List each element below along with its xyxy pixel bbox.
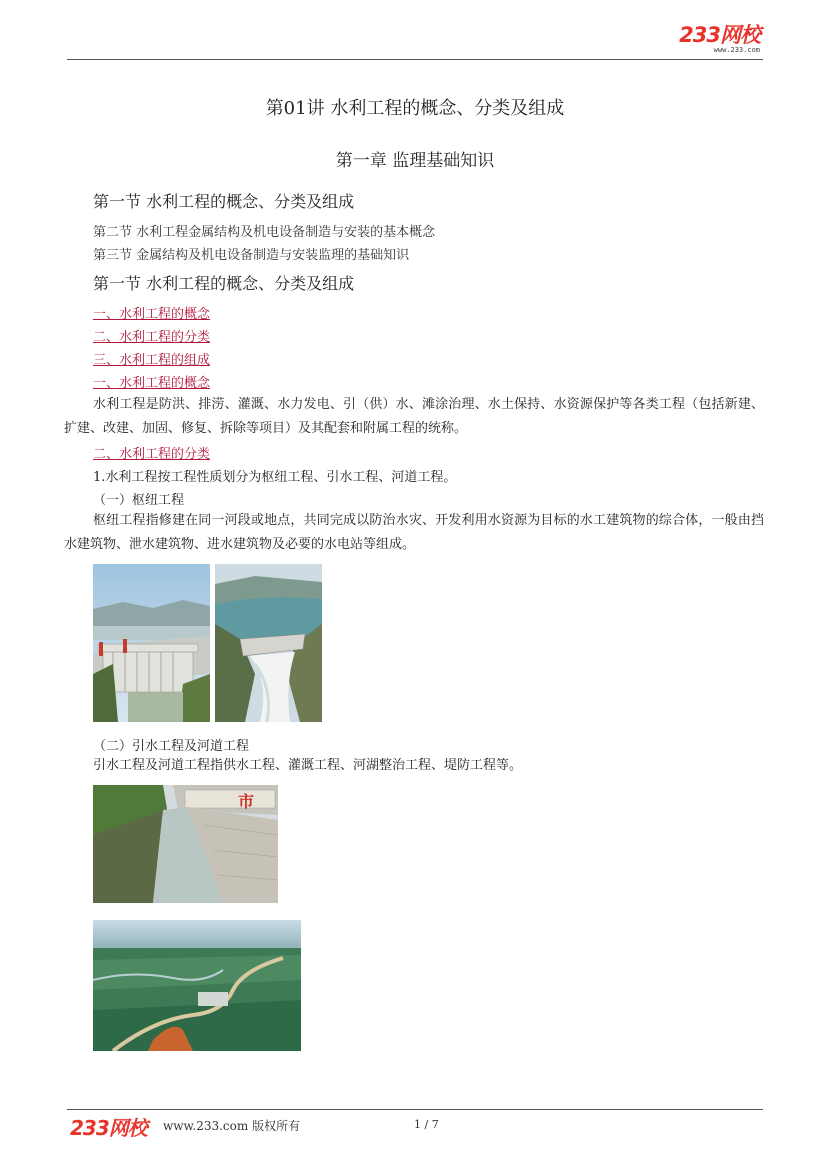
footer-copyright[interactable]: www.233.com 版权所有	[163, 1119, 301, 1133]
aerial-photo	[93, 920, 301, 1051]
sign-glyph: 市	[238, 792, 255, 811]
dam-photo-1	[93, 564, 210, 722]
footer-divider	[67, 1109, 763, 1110]
link-composition[interactable]: 三、水利工程的组成	[93, 353, 211, 368]
toc-section-3[interactable]: 第三节 金属结构及机电设备制造与安装监理的基础知识	[93, 248, 410, 263]
link-concept[interactable]: 一、水利工程的概念	[93, 307, 211, 322]
canal-photo	[93, 785, 278, 903]
logo-text: 233网校	[679, 23, 760, 47]
hub-heading: （一）枢纽工程	[93, 493, 185, 508]
dam-photo-2	[215, 564, 322, 722]
chapter-title: 第一章 监理基础知识	[335, 151, 495, 171]
header-divider	[67, 59, 763, 60]
classification-heading[interactable]: 二、水利工程的分类	[93, 447, 211, 462]
page-number: 1 / 7	[414, 1118, 439, 1131]
footer-logo: 233网校	[70, 1116, 147, 1140]
diversion-paragraph: 引水工程及河道工程指供水工程、灌溉工程、河湖整治工程、堤防工程等。	[93, 758, 523, 773]
concept-paragraph: 水利工程是防洪、排涝、灌溉、水力发电、引（供）水、滩涂治理、水土保持、水资源保护等各类工程（包括新建、扩建、改建、加固、修复、拆除等项目）及其配套和附属工程的统称。	[64, 397, 764, 436]
link-classification[interactable]: 二、水利工程的分类	[93, 330, 211, 345]
classification-text: 1.水利工程按工程性质划分为枢纽工程、引水工程、河道工程。	[93, 470, 457, 485]
logo-url: www.233.com	[713, 46, 760, 54]
header-logo	[679, 24, 760, 54]
concept-heading[interactable]: 一、水利工程的概念	[93, 376, 211, 391]
diversion-heading: （二）引水工程及河道工程	[93, 739, 250, 754]
page-title: 第01讲 水利工程的概念、分类及组成	[265, 98, 565, 119]
section-heading: 第一节 水利工程的概念、分类及组成	[93, 274, 355, 293]
toc-section-1[interactable]: 第一节 水利工程的概念、分类及组成	[93, 192, 355, 211]
hub-paragraph: 枢纽工程指修建在同一河段或地点，共同完成以防治水灾、开发利用水资源为目标的水工建筑物的综合体，一般由挡水建筑物、泄水建筑物、进水建筑物及必要的水电站等组成。	[64, 513, 764, 552]
toc-section-2[interactable]: 第二节 水利工程金属结构及机电设备制造与安装的基本概念	[93, 225, 436, 240]
